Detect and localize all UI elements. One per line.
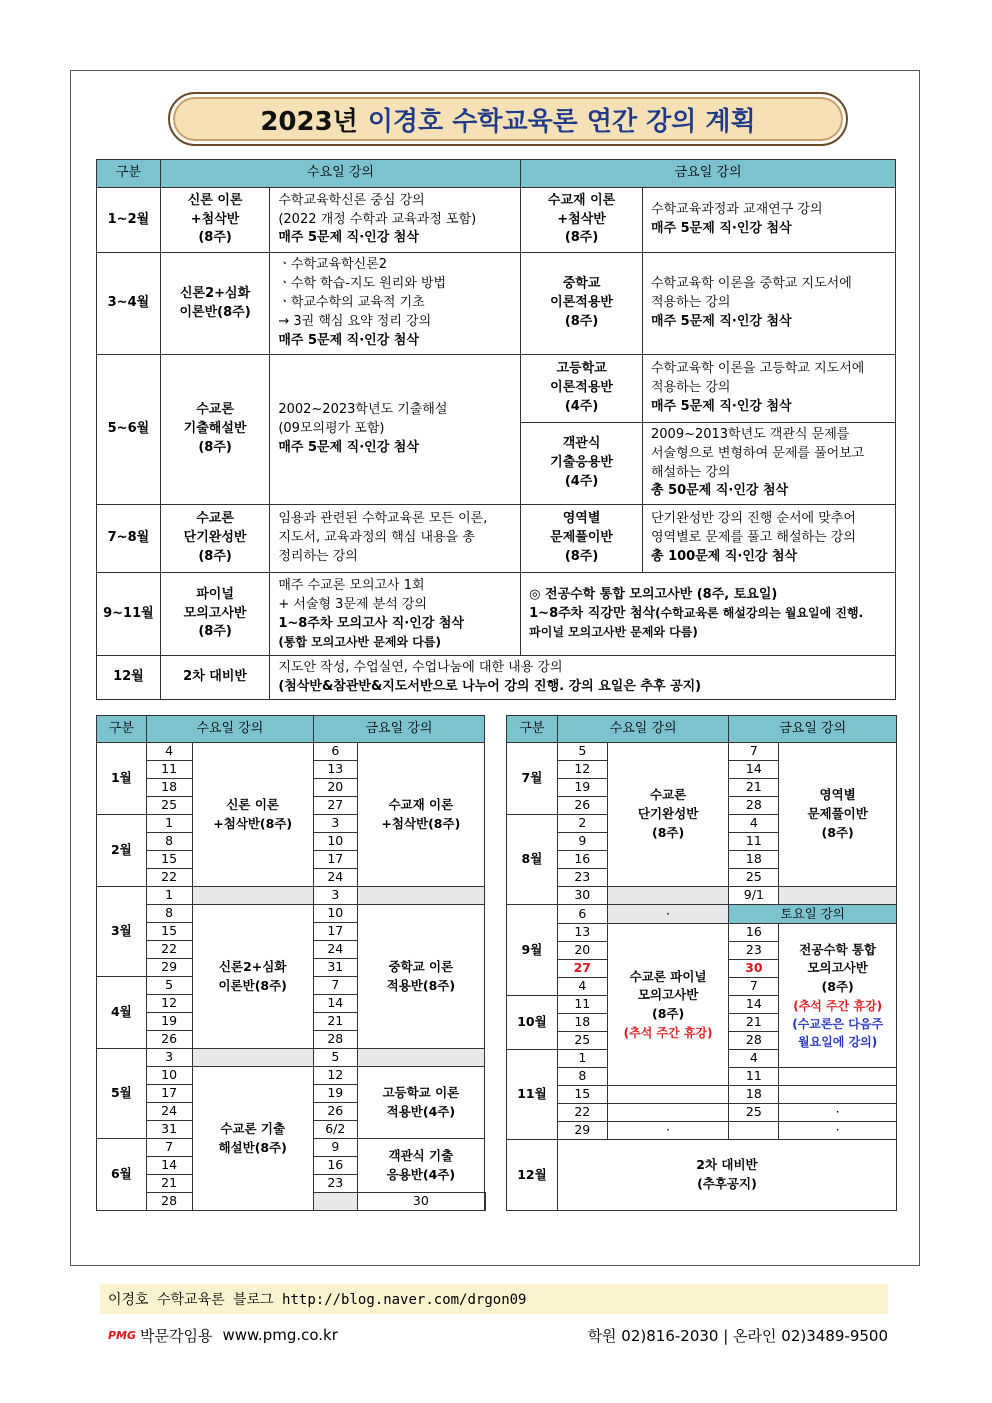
course-name: 파이널 모의고사반 (8주) <box>160 573 270 656</box>
title-year: 2023년 <box>260 106 358 137</box>
date-cell: 8 <box>146 905 192 923</box>
course-name: 고등학교 이론적용반 (4주) <box>521 355 643 423</box>
date-cell: 9 <box>557 833 607 851</box>
date-cell: 1 <box>146 815 192 833</box>
date-cell: 5 <box>146 977 192 995</box>
month-label: 5~6월 <box>97 355 161 505</box>
course-name: 2차 대비반 <box>160 656 270 700</box>
header-wednesday: 수요일 강의 <box>557 716 729 743</box>
date-cell: 15 <box>146 923 192 941</box>
course-block: 전공수학 통합 모의고사반 (8주) (추석 주간 휴강) (수교론은 다음주 월요일에 강의) <box>779 924 897 1068</box>
empty-cell <box>607 887 729 905</box>
contact-info: 학원 02)816-2030 | 온라인 02)3489-9500 <box>587 1326 888 1345</box>
course-block: 신론 이론 +첨삭반(8주) <box>192 743 313 887</box>
month-feb: 2월 <box>97 815 147 887</box>
header-wednesday: 수요일 강의 <box>146 716 313 743</box>
empty-cell <box>357 1049 484 1067</box>
date-cell: 3 <box>313 887 357 905</box>
date-cell: 8 <box>146 833 192 851</box>
empty-cell <box>192 887 313 905</box>
footer-bar <box>108 1322 888 1348</box>
plan-row-jul-aug <box>97 505 896 573</box>
month-may: 5월 <box>97 1049 147 1139</box>
date-cell: 4 <box>729 815 779 833</box>
date-cell: 25 <box>729 869 779 887</box>
date-cell: 19 <box>557 779 607 797</box>
date-cell: 26 <box>313 1103 357 1121</box>
date-cell: 19 <box>313 1085 357 1103</box>
plan-row-mar-apr <box>97 253 896 355</box>
plan-row-jan-feb <box>97 188 896 253</box>
empty-cell <box>485 1193 486 1211</box>
course-description: 임용과 관련된 수학교육론 모든 이론, 지도서, 교육과정의 핵심 내용을 총 정리하는 강의 <box>270 505 521 573</box>
date-cell: 6 <box>557 905 607 924</box>
page-title: 이경호 수학교육론 연간 강의 계획 <box>367 106 756 137</box>
date-cell: 7 <box>313 977 357 995</box>
empty-cell: · <box>607 905 729 924</box>
date-cell: 23 <box>729 942 779 960</box>
date-cell: 20 <box>313 779 357 797</box>
course-description: 수학교육학신론 중심 강의 (2022 개정 수학과 교육과정 포함) 매주 5문제 직·인강 첨삭 <box>270 188 521 253</box>
date-cell: 5 <box>557 743 607 761</box>
date-cell: 11 <box>557 996 607 1014</box>
date-cell-holiday: 27 <box>557 960 607 978</box>
date-cell: 7 <box>729 978 779 996</box>
course-block: 수교론 파이널 모의고사반 (8주) (추석 주간 휴강) <box>607 924 729 1086</box>
month-label: 7~8월 <box>97 505 161 573</box>
date-cell: 12 <box>146 995 192 1013</box>
month-aug: 8월 <box>507 815 558 905</box>
date-cell: 15 <box>146 851 192 869</box>
date-cell: 1 <box>557 1050 607 1068</box>
date-cell: 11 <box>729 1068 779 1086</box>
month-label: 3~4월 <box>97 253 161 355</box>
calendar-table-jan-jun <box>96 715 486 1211</box>
course-block: 수교론 단기완성반 (8주) <box>607 743 729 887</box>
date-cell: 26 <box>146 1031 192 1049</box>
date-cell: 11 <box>729 833 779 851</box>
date-cell: 18 <box>146 779 192 797</box>
date-cell: 16 <box>313 1157 357 1175</box>
course-description: ㆍ수학교육학신론2 ㆍ수학 학습-지도 원리와 방법 ㆍ학교수학의 교육적 기초 → 3권 핵심 요약 정리 강의 매주 5문제 직·인강 첨삭 <box>270 253 521 355</box>
empty-cell <box>779 887 897 905</box>
course-block: 객관식 기출 응용반(4주) <box>357 1139 484 1193</box>
header-friday: 금요일 강의 <box>521 160 896 188</box>
date-cell: 21 <box>146 1175 192 1193</box>
date-cell: 14 <box>313 995 357 1013</box>
date-cell: 4 <box>729 1050 779 1068</box>
date-cell: 21 <box>729 779 779 797</box>
course-description: 지도안 작성, 수업실연, 수업나눔에 대한 내용 강의 (첨삭반&참관반&지도서반으로 나누어 강의 진행. 강의 요일은 추후 공지) <box>270 656 896 700</box>
month-jul: 7월 <box>507 743 558 815</box>
date-cell: 23 <box>557 869 607 887</box>
date-cell: 29 <box>146 959 192 977</box>
empty-cell <box>607 1104 729 1122</box>
empty-cell <box>729 1122 779 1140</box>
date-cell-holiday: 30 <box>729 960 779 978</box>
date-cell: 22 <box>557 1104 607 1122</box>
month-jun: 6월 <box>97 1139 147 1211</box>
plan-row-dec <box>97 656 896 700</box>
course-block: 2차 대비반 (추후공지) <box>557 1140 896 1211</box>
course-description: 2002~2023학년도 기출해설 (09모의평가 포함) 매주 5문제 직·인강 첨삭 <box>270 355 521 505</box>
date-cell: 24 <box>313 869 357 887</box>
empty-cell <box>607 1086 729 1104</box>
date-cell: 21 <box>729 1014 779 1032</box>
date-cell: 25 <box>146 797 192 815</box>
month-sep: 9월 <box>507 905 558 996</box>
header-friday: 금요일 강의 <box>729 716 897 743</box>
course-name: 중학교 이론적용반 (8주) <box>521 253 643 355</box>
date-cell: 12 <box>313 1067 357 1085</box>
annual-plan-table <box>96 159 896 700</box>
date-cell: 26 <box>557 797 607 815</box>
date-cell: 31 <box>313 959 357 977</box>
date-cell: 25 <box>557 1032 607 1050</box>
course-description: 수학교육과정과 교재연구 강의 매주 5문제 직·인강 첨삭 <box>643 188 896 253</box>
plan-row-sep-nov <box>97 573 896 656</box>
empty-cell: · <box>779 1122 897 1140</box>
date-cell: 10 <box>313 833 357 851</box>
date-cell: 14 <box>729 761 779 779</box>
date-cell: 15 <box>557 1086 607 1104</box>
date-cell: 29 <box>557 1122 607 1140</box>
date-cell: 28 <box>313 1031 357 1049</box>
date-cell: 17 <box>146 1085 192 1103</box>
date-cell: 28 <box>146 1193 192 1211</box>
date-cell: 1 <box>146 887 192 905</box>
course-description: 2009~2013학년도 객관식 문제를 서술형으로 변형하여 문제를 풀어보고 해설하는 강의 총 50문제 직·인강 첨삭 <box>643 423 896 505</box>
course-block: 수교론 기출 해설반(8주) <box>192 1067 313 1211</box>
header-saturday: 토요일 강의 <box>729 905 897 924</box>
empty-cell <box>313 1193 357 1211</box>
course-block: 신론2+심화 이론반(8주) <box>192 905 313 1049</box>
course-name: 신론2+심화 이론반(8주) <box>160 253 270 355</box>
date-cell: 3 <box>313 815 357 833</box>
month-label: 9~11월 <box>97 573 161 656</box>
header-gubun: 구분 <box>507 716 558 743</box>
empty-cell <box>779 1068 897 1086</box>
month-label: 12월 <box>97 656 161 700</box>
date-cell: 24 <box>313 941 357 959</box>
empty-cell <box>357 887 484 905</box>
header-wednesday: 수요일 강의 <box>160 160 520 188</box>
course-block: 중학교 이론 적용반(8주) <box>357 905 484 1049</box>
course-block: 수교재 이론 +첨삭반(8주) <box>357 743 484 887</box>
empty-cell: · <box>607 1122 729 1140</box>
date-cell: 22 <box>146 869 192 887</box>
date-cell: 31 <box>146 1121 192 1139</box>
date-cell: 18 <box>557 1014 607 1032</box>
date-cell: 4 <box>557 978 607 996</box>
pmg-logo: PMG <box>108 1328 137 1342</box>
date-cell: 11 <box>146 761 192 779</box>
brand-name: 박문각임용 <box>140 1326 213 1345</box>
header-gubun: 구분 <box>97 716 147 743</box>
date-cell: 7 <box>146 1139 192 1157</box>
empty-cell: · <box>779 1104 897 1122</box>
date-cell: 8 <box>557 1068 607 1086</box>
month-jan: 1월 <box>97 743 147 815</box>
course-name: 수교재 이론 +첨삭반 (8주) <box>521 188 643 253</box>
website-link[interactable]: www.pmg.co.kr <box>222 1326 338 1344</box>
course-name: 신론 이론 +첨삭반 (8주) <box>160 188 270 253</box>
date-cell: 6 <box>313 743 357 761</box>
date-cell: 21 <box>313 1013 357 1031</box>
month-label: 1~2월 <box>97 188 161 253</box>
month-apr: 4월 <box>97 977 147 1049</box>
header-gubun: 구분 <box>97 160 161 188</box>
date-cell: 19 <box>146 1013 192 1031</box>
course-block: 고등학교 이론 적용반(4주) <box>357 1067 484 1139</box>
integrated-mock-exam-description: ◎ 전공수학 통합 모의고사반 (8주, 토요일) 1~8주차 직강만 첨삭(수학교육론 해설강의는 월요일에 진행. 파이널 모의고사반 문제와 다름) <box>521 573 896 656</box>
course-description: 수학교육학 이론을 중학교 지도서에 적용하는 강의 매주 5문제 직·인강 첨삭 <box>643 253 896 355</box>
date-cell: 12 <box>557 761 607 779</box>
date-cell: 14 <box>146 1157 192 1175</box>
date-cell: 22 <box>146 941 192 959</box>
date-cell: 23 <box>313 1175 357 1193</box>
page-title-banner <box>168 92 848 146</box>
date-cell: 2 <box>557 815 607 833</box>
date-cell: 25 <box>729 1104 779 1122</box>
date-cell: 13 <box>313 761 357 779</box>
course-description: 단기완성반 강의 진행 순서에 맞추어 영역별로 문제를 풀고 해설하는 강의 총 100문제 직·인강 첨삭 <box>643 505 896 573</box>
date-cell: 27 <box>313 797 357 815</box>
date-cell: 5 <box>313 1049 357 1067</box>
date-cell: 6/2 <box>313 1121 357 1139</box>
date-cell: 10 <box>146 1067 192 1085</box>
course-description: 매주 수교론 모의고사 1회 + 서술형 3문제 분석 강의 1~8주차 모의고사 직·인강 첨삭 (통합 모의고사반 문제와 다름) <box>270 573 521 656</box>
course-name: 수교론 단기완성반 (8주) <box>160 505 270 573</box>
date-cell: 18 <box>729 1086 779 1104</box>
date-cell: 9 <box>313 1139 357 1157</box>
date-cell: 16 <box>557 851 607 869</box>
date-cell: 18 <box>729 851 779 869</box>
date-cell: 13 <box>557 924 607 942</box>
date-cell: 3 <box>146 1049 192 1067</box>
date-cell: 14 <box>729 996 779 1014</box>
date-cell: 24 <box>146 1103 192 1121</box>
blog-banner <box>100 1284 888 1314</box>
date-cell: 17 <box>313 851 357 869</box>
date-cell: 28 <box>729 797 779 815</box>
date-cell: 4 <box>146 743 192 761</box>
header-friday: 금요일 강의 <box>313 716 484 743</box>
plan-row-may-jun <box>97 355 896 423</box>
course-description: 수학교육학 이론을 고등학교 지도서에 적용하는 강의 매주 5문제 직·인강 첨삭 <box>643 355 896 423</box>
course-name: 객관식 기출응용반 (4주) <box>521 423 643 505</box>
date-cell: 16 <box>729 924 779 942</box>
month-mar: 3월 <box>97 887 147 977</box>
blog-text[interactable]: 이경호 수학교육론 블로그 http://blog.naver.com/drgon09 <box>108 1292 527 1308</box>
course-name: 영역별 문제풀이반 (8주) <box>521 505 643 573</box>
month-nov: 11월 <box>507 1050 558 1140</box>
date-cell: 7 <box>729 743 779 761</box>
month-oct: 10월 <box>507 996 558 1050</box>
date-cell: 10 <box>313 905 357 923</box>
date-cell: 17 <box>313 923 357 941</box>
date-cell: 28 <box>729 1032 779 1050</box>
date-cell: 9/1 <box>729 887 779 905</box>
empty-cell <box>779 1086 897 1104</box>
date-cell: 30 <box>357 1193 484 1211</box>
course-block: 영역별 문제풀이반 (8주) <box>779 743 897 887</box>
empty-cell <box>192 1049 313 1067</box>
calendar-table-jul-dec <box>506 715 897 1211</box>
course-name: 수교론 기출해설반 (8주) <box>160 355 270 505</box>
date-cell: 30 <box>557 887 607 905</box>
date-cell: 20 <box>557 942 607 960</box>
month-dec: 12월 <box>507 1140 558 1211</box>
